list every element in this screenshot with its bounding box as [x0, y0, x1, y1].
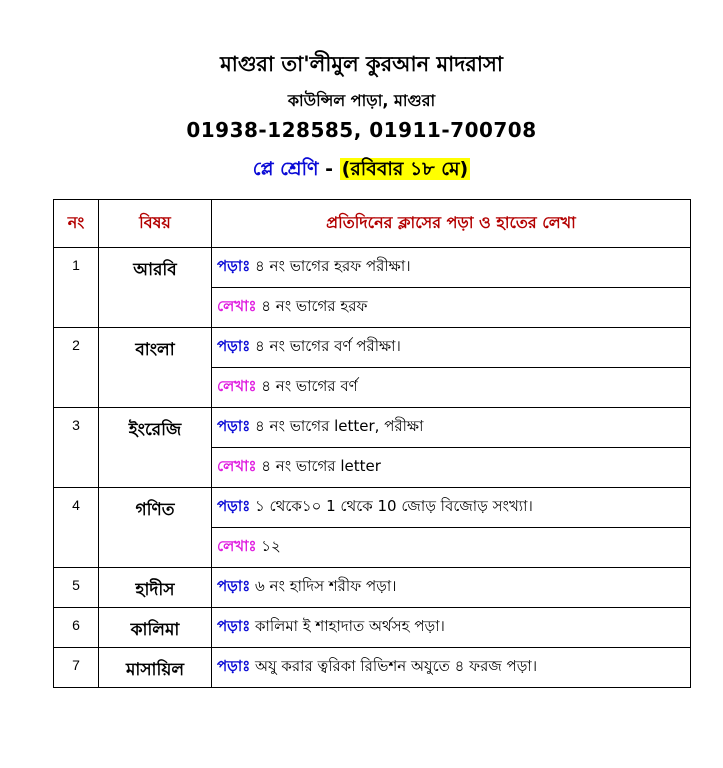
class-date: (রবিবার ১৮ মে) [341, 158, 469, 180]
writing-text: ৪ নং ভাগের বর্ণ [256, 377, 358, 395]
row-number: 2 [54, 328, 99, 408]
table-row [54, 408, 691, 448]
reading-cell [212, 648, 691, 688]
writing-label: লেখাঃ [217, 297, 257, 315]
writing-cell [212, 448, 691, 488]
header-content: প্রতিদিনের ক্লাসের পড়া ও হাতের লেখা [212, 200, 691, 248]
table-header-row [54, 200, 691, 248]
reading-text: ৬ নং হাদিস শরীফ পড়া। [250, 577, 397, 595]
header-subject: বিষয় [99, 200, 212, 248]
class-name: প্লে শ্রেণি [252, 158, 319, 180]
reading-text: অযু করার ত্বরিকা রিভিশন অযুতে ৪ ফরজ পড়া। [250, 657, 538, 675]
row-number: 4 [54, 488, 99, 568]
phone-numbers: 01938-128585, 01911-700708 [186, 118, 537, 142]
class-heading [0, 155, 723, 187]
reading-text: ৪ নং ভাগের বর্ণ পরীক্ষা। [250, 337, 401, 355]
lesson-table [53, 199, 691, 688]
header-no: নং [54, 200, 99, 248]
table-row [54, 648, 691, 688]
table-row [54, 488, 691, 528]
row-number: 3 [54, 408, 99, 488]
row-subject: মাসায়িল [99, 648, 212, 688]
reading-cell [212, 608, 691, 648]
row-number: 6 [54, 608, 99, 648]
table-row [54, 328, 691, 368]
row-subject: হাদীস [99, 568, 212, 608]
writing-text: ৪ নং ভাগের letter [256, 457, 381, 475]
writing-label: লেখাঃ [217, 377, 257, 395]
row-subject: গণিত [99, 488, 212, 568]
reading-text: ৪ নং ভাগের letter, পরীক্ষা [250, 417, 424, 435]
writing-text: ৪ নং ভাগের হরফ [256, 297, 368, 315]
row-number: 1 [54, 248, 99, 328]
school-name: মাগুরা তা'লীমুল কুরআন মাদরাসা [220, 52, 503, 76]
row-subject: ইংরেজি [99, 408, 212, 488]
reading-cell [212, 488, 691, 528]
row-subject: বাংলা [99, 328, 212, 408]
table-row [54, 248, 691, 288]
reading-cell [212, 408, 691, 448]
reading-label: পড়াঃ [217, 417, 251, 435]
class-separator: - [318, 158, 340, 180]
school-address: কাউন্সিল পাড়া, মাগুরা [287, 91, 436, 110]
reading-label: পড়াঃ [217, 617, 251, 635]
table-row [54, 568, 691, 608]
reading-text: ১ থেকে১০ 1 থেকে 10 জোড় বিজোড় সংখ্যা। [250, 497, 533, 515]
reading-label: পড়াঃ [217, 657, 251, 675]
row-number: 7 [54, 648, 99, 688]
writing-label: লেখাঃ [217, 457, 257, 475]
row-number: 5 [54, 568, 99, 608]
reading-text: ৪ নং ভাগের হরফ পরীক্ষা। [250, 257, 411, 275]
reading-cell [212, 568, 691, 608]
reading-label: পড়াঃ [217, 577, 251, 595]
writing-label: লেখাঃ [217, 537, 257, 555]
reading-text: কালিমা ই শাহাদাত অর্থসহ পড়া। [250, 617, 445, 635]
row-subject: কালিমা [99, 608, 212, 648]
reading-label: পড়াঃ [217, 257, 251, 275]
writing-cell [212, 528, 691, 568]
reading-cell [212, 328, 691, 368]
row-subject: আরবি [99, 248, 212, 328]
reading-label: পড়াঃ [217, 497, 251, 515]
reading-label: পড়াঃ [217, 337, 251, 355]
writing-text: ১২ [256, 537, 281, 555]
reading-cell [212, 248, 691, 288]
table-row [54, 608, 691, 648]
writing-cell [212, 288, 691, 328]
writing-cell [212, 368, 691, 408]
